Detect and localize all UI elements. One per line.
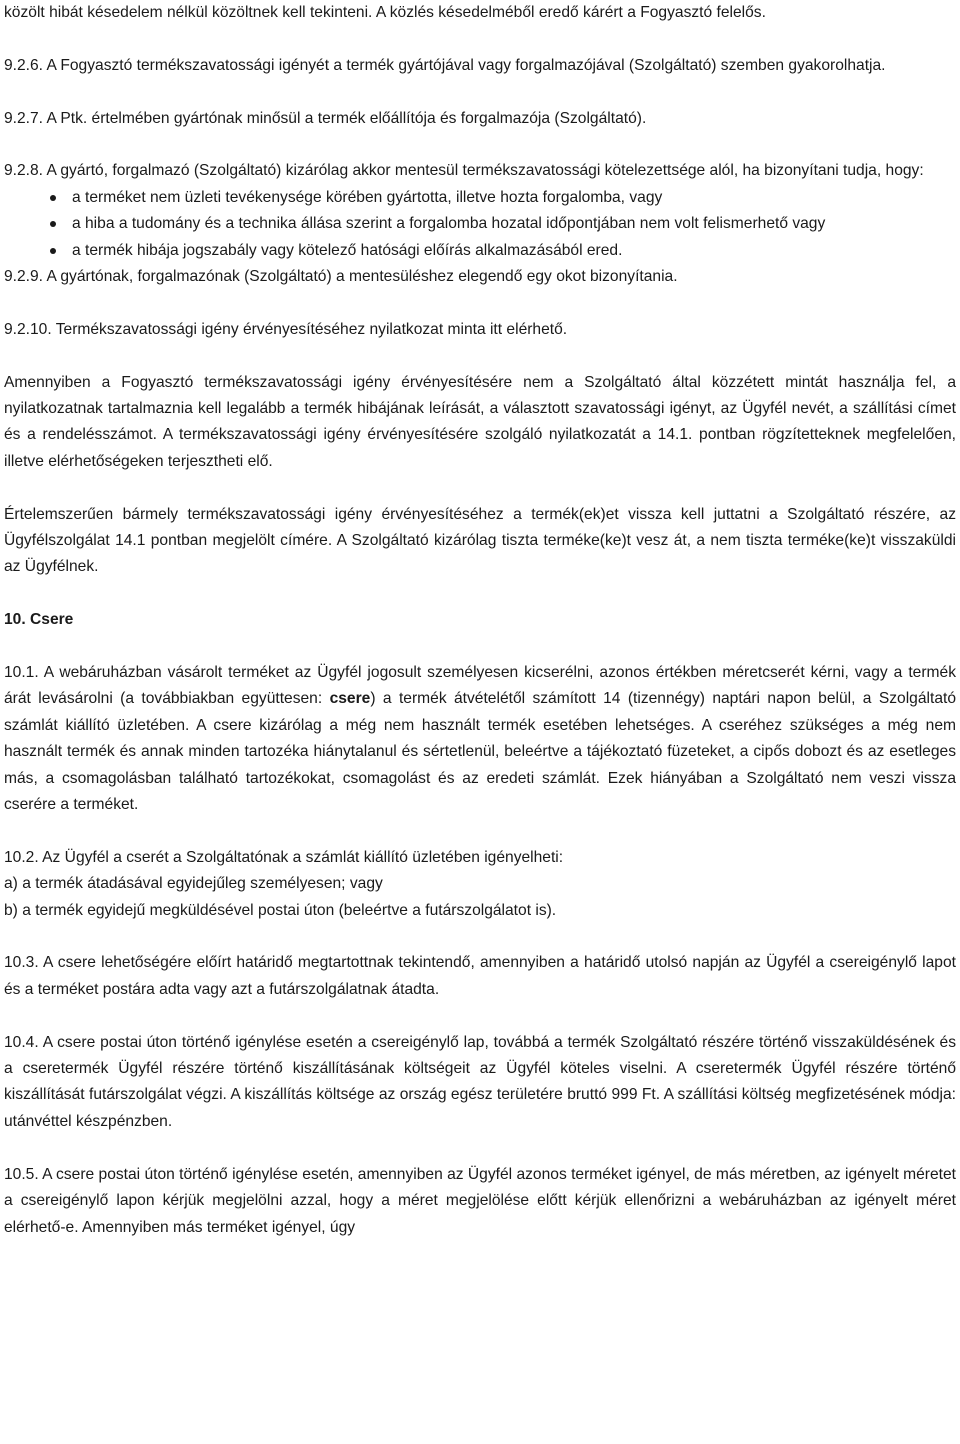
list-item: a terméket nem üzleti tevékenysége körében gyártotta, illetve hozta forgalomba, vagy: [4, 185, 956, 211]
paragraph-10-5: 10.5. A csere postai úton történő igénylése esetén, amennyiben az Ügyfél azonos terméket igényel, de más méretben, az igényelt méretet a csereigénylő lapon kérjük megjelölni azzal, hogy a méret megjelölése előtt kérjük ellenőrizni a webáruházban az igényelt méret elérhető-e. Amennyiben más terméket igényel, úgy: [4, 1165, 956, 1236]
term-csere: csere: [329, 690, 371, 708]
paragraph-10-2: [4, 845, 956, 924]
paragraph-10-3: 10.3. A csere lehetőségére előírt határidő megtartottnak tekintendő, amennyiben a határidő utolsó napján az Ügyfél a csereigénylő lapot és a terméket postára adta vagy azt a futárszolgálatnak átadta.: [4, 954, 956, 998]
paragraph-10-4: 10.4. A csere postai úton történő igénylése esetén a csereigénylő lap, továbbá a termék Szolgáltató részére történő visszaküldésének és a cseretermék Ügyfél részére történő kiszállításának költségeit az Ügyfél köteles viselni. A cseretermék Ügyfél részére történő kiszállítását futárszolgálat végzi. A kiszállítás költsége az ország egész területére bruttó 999 Ft. A szállítási költség megfizetésének módja: utánvéttel készpénzben.: [4, 1033, 956, 1130]
paragraph-9-2-7: 9.2.7. A Ptk. értelmében gyártónak minősül a termék előállítója és forgalmazója (Szolgáltató).: [4, 109, 647, 127]
paragraph-10-2-option-b: b) a termék egyidejű megküldésével postai úton (beleértve a futárszolgálatot is).: [4, 901, 557, 919]
paragraph-10-2-title: 10.2. Az Ügyfél a cserét a Szolgáltatónak a számlát kiállító üzletében igényelheti:: [4, 848, 564, 866]
paragraph-intro: közölt hibát késedelem nélkül közöltnek kell tekinteni. A közlés késedelméből eredő kárért a Fogyasztó felelős.: [4, 4, 766, 21]
paragraph-9-2-8: 9.2.8. A gyártó, forgalmazó (Szolgáltató) kizárólag akkor mentesül termékszavatossági kötelezettsége alól, ha bizonyítani tudja, hogy:: [4, 162, 924, 180]
paragraph-9-2-6: 9.2.6. A Fogyasztó termékszavatossági igényét a termék gyártójával vagy forgalmazójával (Szolgáltató) szemben gyakorolhatja.: [4, 56, 886, 74]
paragraph-10-1: [4, 660, 956, 818]
paragraph-amennyiben: Amennyiben a Fogyasztó termékszavatossági igény érvényesítésére nem a Szolgáltató által közzétett mintát használja fel, a nyilatkozatnak tartalmaznia kell legalább a termék hibájának leírását, a választott szavatossági igényt, az Ügyfél nevét, a szállítási címet és a rendelésszámot. A termékszavatossági igény érvényesítésére szolgáló nyilatkozatát a 14.1. pontban rögzítetteknek megfelelően, illetve elérhetőségeken terjesztheti elő.: [4, 373, 956, 470]
paragraph-9-2-10: 9.2.10. Termékszavatossági igény érvényesítéséhez nyilatkozat minta itt elérhető.: [4, 320, 568, 338]
list-item: a termék hibája jogszabály vagy kötelező hatósági előírás alkalmazásából ered.: [4, 238, 956, 264]
paragraph-ertelemszeruen: Értelemszerűen bármely termékszavatossági igény érvényesítéséhez a termék(ek)et vissza kell juttatni a Szolgáltató részére, az Ügyfélszolgálat 14.1 pontban megjelölt címére. A Szolgáltató kizárólag tiszta terméke(ke)t vesz át, a nem tiszta terméke(ke)t visszaküldi az Ügyfélnek.: [4, 505, 956, 576]
paragraph-10-1-text-a: 10.1. A webáruházban vásárolt terméket az Ügyfél jogosult személyesen kicserélni, azonos értékben méretcserét kérni, vagy a termék árát levásárolni (a továbbiakban együttesen:: [4, 664, 956, 708]
section-heading-csere: 10. Csere: [4, 611, 74, 629]
paragraph-9-2-9: 9.2.9. A gyártónak, forgalmazónak (Szolgáltató) a mentesüléshez elegendő egy okot bizonyítania.: [4, 268, 678, 286]
document-page: [4, 0, 956, 1241]
list-item: a hiba a tudomány és a technika állása szerint a forgalomba hozatal időpontjában nem volt felismerhető vagy: [4, 211, 956, 237]
exemption-list: [4, 185, 956, 264]
paragraph-10-2-option-a: a) a termék átadásával egyidejűleg személyesen; vagy: [4, 875, 383, 893]
paragraph-10-1-text-b: ) a termék átvételétől számított 14 (tizennégy) naptári napon belül, a Szolgáltató számlát kiállító üzletében. A csere kizárólag a még nem használt termék esetében lehetséges. A cseréhez szükséges a még nem használt termék és annak minden tartozéka hiánytalanul és sértetlenül, beleértve a tájékoztató füzeteket, a cipős dobozt és az esetleges más, a csomagolásban található tartozékokat, csomagolást és az eredeti számlát. Ezek hiányában a Szolgáltató nem veszi vissza cserére a terméket.: [4, 690, 957, 814]
